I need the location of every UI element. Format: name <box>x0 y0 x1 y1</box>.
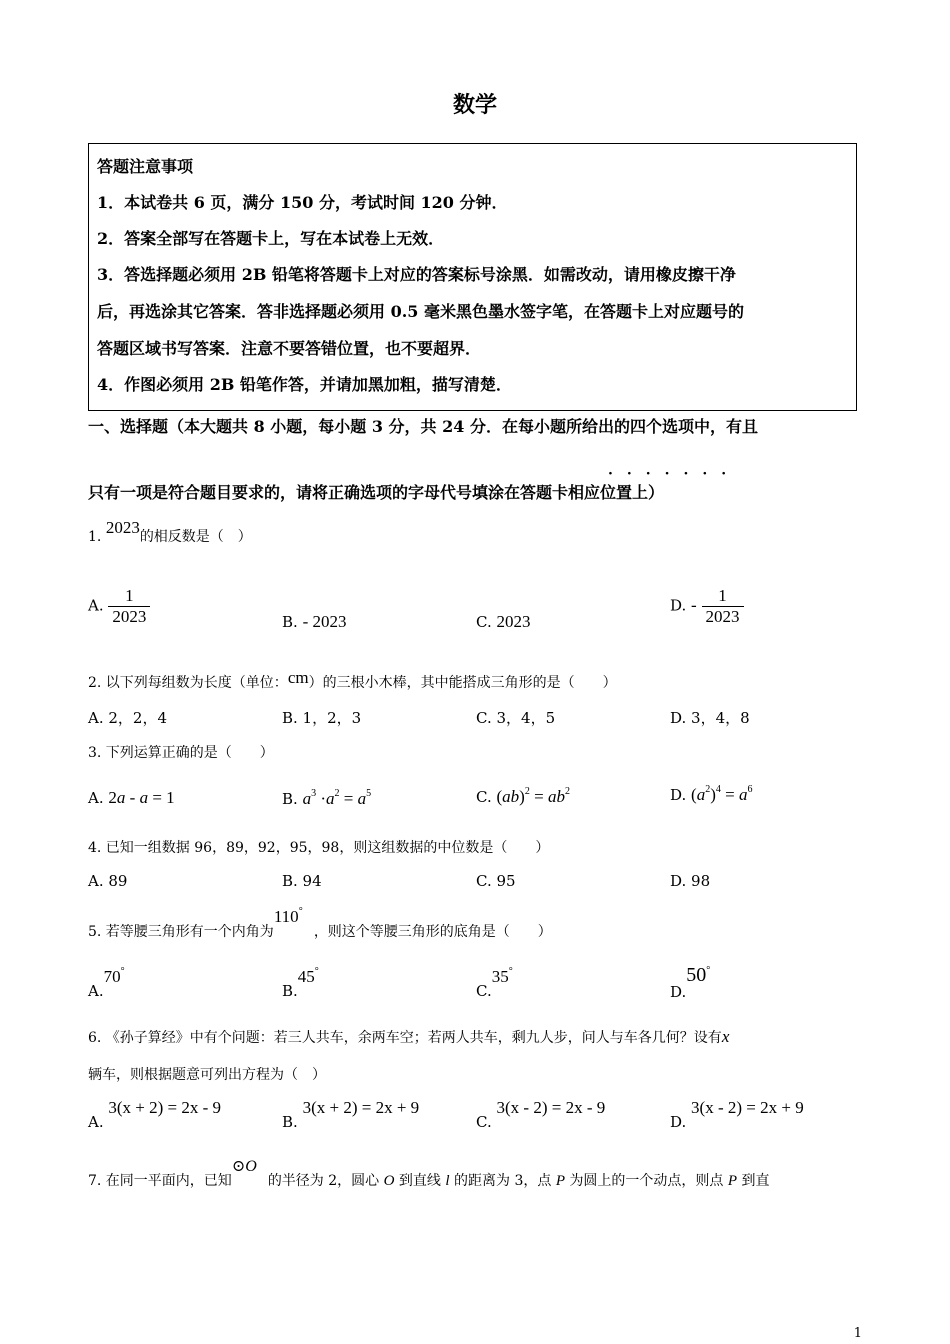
question-1: 1. 2023的相反数是（ ） <box>88 518 252 545</box>
q6-option-b[interactable]: B. 3(x + 2) = 2x + 9 <box>282 1098 420 1131</box>
question-2: 2. 以下列每组数为长度（单位：cm）的三根小木棒，其中能搭成三角形的是（ ） <box>88 668 617 691</box>
q3-option-d[interactable]: D. $(a^2)^4 = a^6$ <box>670 784 753 804</box>
q6-option-c[interactable]: C. 3(x - 2) = 2x - 9 <box>476 1098 606 1131</box>
question-5: 5. 若等腰三角形有一个内角为110°，则这个等腰三角形的底角是（ ） <box>88 906 552 940</box>
page-title: 数学 <box>452 92 497 118</box>
q4-option-d[interactable]: D. 98 <box>670 872 711 890</box>
q3-option-a[interactable]: A. 2a - a = 1 <box>88 788 175 807</box>
notice-heading: 答题注意事项 <box>97 157 194 176</box>
q2-option-c[interactable]: C. 3，4，5 <box>476 709 556 727</box>
notice-item: 后，再选涂其它答案．答非选择题必须用 0.5 毫米黑色墨水签字笔，在答题卡上对应题号的 <box>97 302 744 321</box>
page-number: 1 <box>853 1326 862 1341</box>
q2-option-b[interactable]: B. 1，2，3 <box>282 709 362 727</box>
angle-value: 110° <box>273 906 303 926</box>
question-4: 4. 已知一组数据 96，89，92，95，98，则这组数据的中位数是（ ） <box>88 840 550 856</box>
q6-option-d[interactable]: D. 3(x - 2) = 2x + 9 <box>670 1098 804 1131</box>
question-6-cont: 辆车，则根据题意可列出方程为（ ） <box>88 1067 326 1083</box>
q4-option-b[interactable]: B. 94 <box>282 872 322 890</box>
q4-option-c[interactable]: C. 95 <box>476 872 516 890</box>
q5-option-d[interactable]: D.50° <box>670 964 711 1001</box>
q3-option-b[interactable]: B. $a^3 \cdot a^2 = a^5$ <box>282 788 372 808</box>
q2-option-d[interactable]: D. 3，4，8 <box>670 709 750 727</box>
notice-item: 3．答选择题必须用 2B 铅笔将答题卡上对应的答案标号涂黑．如需改动，请用橡皮擦干净 <box>97 265 736 284</box>
notice-item: 4．作图必须用 2B 铅笔作答，并请加黑加粗，描写清楚． <box>97 375 512 394</box>
q1-option-d[interactable]: D. - $\frac{1}{2023}$ <box>670 586 744 627</box>
notice-item: 1．本试卷共 6 页，满分 150 分，考试时间 120 分钟． <box>97 193 508 212</box>
q5-option-a[interactable]: A.70° <box>88 966 125 1000</box>
q1-option-c[interactable]: C. 2023 <box>476 612 531 631</box>
q5-option-c[interactable]: C.35° <box>476 966 513 1000</box>
notice-box <box>88 143 857 411</box>
notice-item: 2．答案全部写在答题卡上，写在本试卷上无效． <box>97 229 445 248</box>
notice-item: 答题区域书写答案．注意不要答错位置，也不要超界． <box>97 339 482 358</box>
q1-option-b[interactable]: B. - 2023 <box>282 612 347 631</box>
emphasis-dots: ······· <box>608 466 741 482</box>
question-7: 7. 在同一平面内，已知⊙O的半径为 2，圆心 O 到直线 l 的距离为 3，点 P 为圆上的一个动点，则点 P 到直 <box>88 1158 770 1189</box>
q4-option-a[interactable]: A. 89 <box>88 872 128 890</box>
q3-option-c[interactable]: C. $(ab)^2 = ab^2$ <box>476 786 570 806</box>
q1-option-a[interactable]: A. $\frac{1}{2023}$ <box>88 586 150 627</box>
q5-option-b[interactable]: B.45° <box>282 966 319 1000</box>
q2-option-a[interactable]: A. 2，2，4 <box>88 709 167 727</box>
section-heading: 一、选择题（本大题共 8 小题，每小题 3 分，共 24 分．在每小题所给出的四个选项中，有且 <box>88 417 758 436</box>
section-heading-cont: 只有一项是符合题目要求的，请将正确选项的字母代号填涂在答题卡相应位置上） <box>88 483 665 502</box>
q6-option-a[interactable]: A. 3(x + 2) = 2x - 9 <box>88 1098 222 1131</box>
question-6: 6. 《孙子算经》中有个问题：若三人共车，余两车空；若两人共车，剩九人步，问人与车各几何？设有x <box>88 1027 730 1046</box>
question-3: 3. 下列运算正确的是（ ） <box>88 745 274 761</box>
